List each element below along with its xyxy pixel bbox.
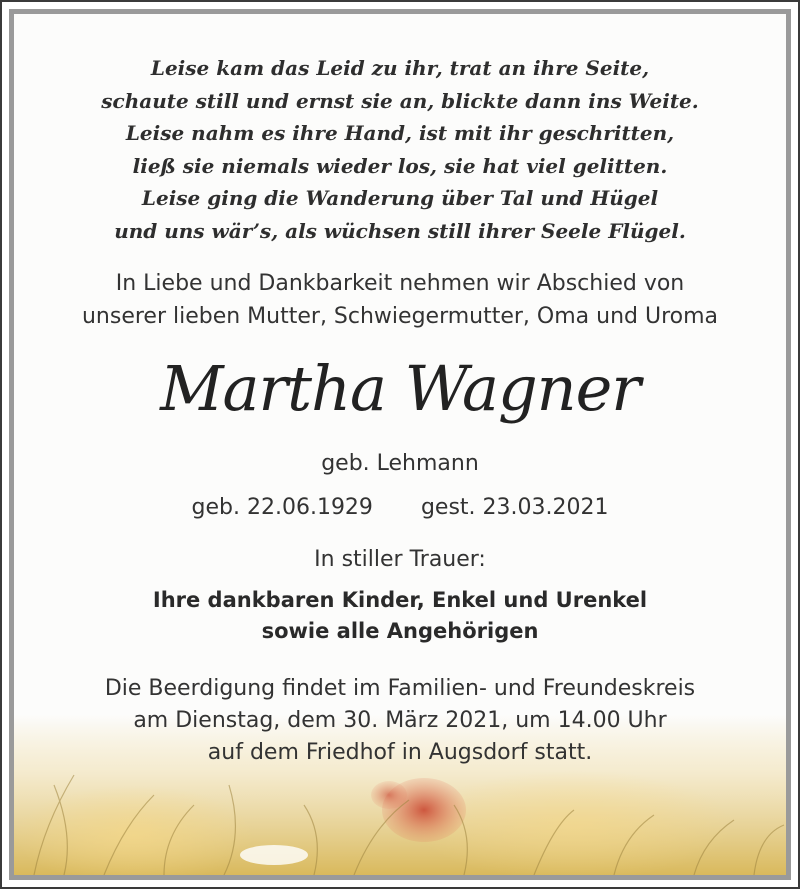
mourning-heading: In stiller Trauer:: [314, 547, 486, 572]
birth-date: geb. 22.06.1929: [191, 495, 373, 520]
poem-line: Leise nahm es ihre Hand, ist mit ihr geschritten,: [125, 121, 675, 145]
poem-line: Leise kam das Leid zu ihr, trat an ihre Seite,: [150, 56, 650, 80]
poem-line: und uns wär’s, als wüchsen still ihrer Seele Flügel.: [114, 218, 686, 243]
intro-text: [14, 267, 786, 333]
intro-line: In Liebe und Dankbarkeit nehmen wir Abschied von: [115, 271, 685, 296]
poem-line: Leise ging die Wanderung über Tal und Hügel: [141, 186, 659, 210]
deceased-name: Martha Wagner: [160, 352, 640, 425]
obituary-card: [9, 9, 791, 880]
life-dates: [14, 493, 786, 523]
funeral-line: am Dienstag, dem 30. März 2021, um 14.00 Uhr: [133, 708, 667, 733]
poem-line: schaute still und ernst sie an, blickte dann ins Weite.: [101, 88, 699, 113]
maiden-name: geb. Lehmann: [321, 451, 479, 476]
death-date: gest. 23.03.2021: [420, 495, 609, 520]
mourners-line: Ihre dankbaren Kinder, Enkel und Urenkel: [152, 588, 648, 612]
obituary-content: [14, 14, 786, 769]
intro-line: unserer lieben Mutter, Schwiegermutter, Oma und Uroma: [81, 304, 719, 329]
funeral-line: auf dem Friedhof in Augsdorf statt.: [207, 740, 593, 765]
mourners-line: sowie alle Angehörigen: [261, 619, 539, 643]
poem-line: ließ sie niemals wieder los, sie hat viel gelitten.: [132, 153, 668, 178]
funeral-line: Die Beerdigung findet im Familien- und Freundeskreis: [104, 676, 696, 701]
mourners: [14, 585, 786, 647]
poem: [14, 52, 786, 247]
funeral-notice: [14, 673, 786, 769]
